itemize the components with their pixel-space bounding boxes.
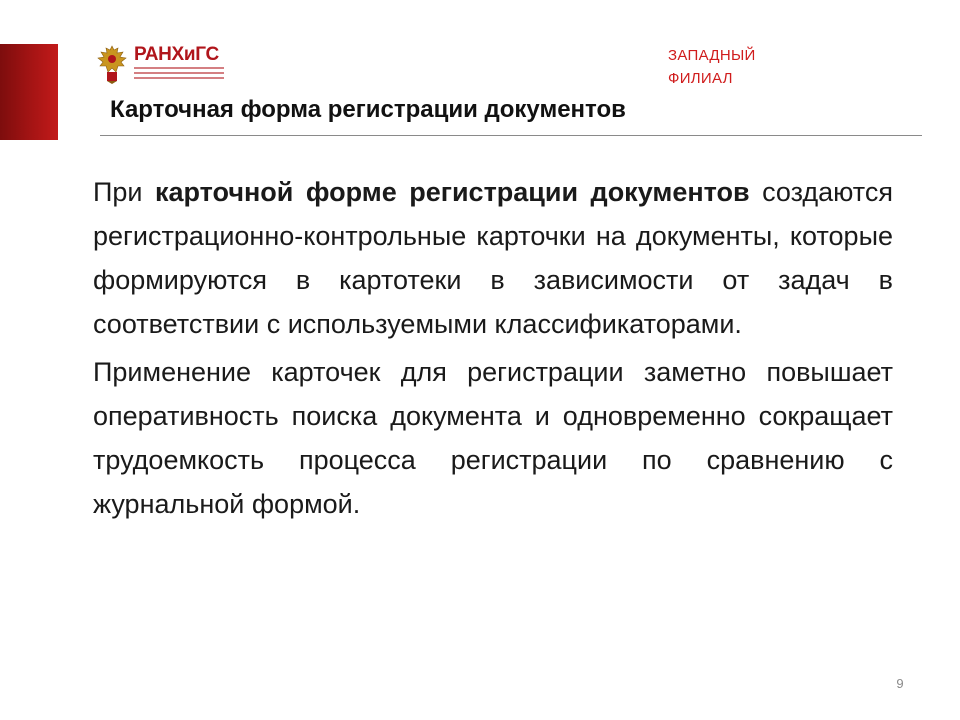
ranepa-logo [96, 44, 296, 88]
logo-wordmark: РАНХиГС [134, 44, 219, 65]
decorative-red-bar [0, 44, 58, 140]
branch-label-line2: ФИЛИАЛ [668, 70, 733, 87]
slide-body [93, 170, 893, 530]
title-divider [100, 135, 922, 136]
slide-title: Карточная форма регистрации документов [110, 96, 626, 123]
paragraph-benefits: Применение карточек для регистрации заметно повышает оперативность поиска документа и одновременно сокращает трудоемкость процесса регистрации по сравнению с журнальной формой. [93, 357, 893, 519]
logo-fine-print [134, 67, 224, 82]
eagle-emblem-icon [96, 44, 128, 84]
paragraph-body: создаются регистрационно-контрольные карточки на документы, которые формируются в картотеки в зависимости от задач в соответствии с используемыми классификаторами. [93, 177, 893, 339]
branch-label [668, 44, 808, 90]
paragraph-prefix: При [93, 177, 155, 207]
paragraph-card-form [93, 170, 893, 346]
page-number: 9 [896, 676, 904, 691]
branch-label-line1: ЗАПАДНЫЙ [668, 47, 756, 64]
bold-term: карточной форме регистрации документов [154, 177, 750, 207]
